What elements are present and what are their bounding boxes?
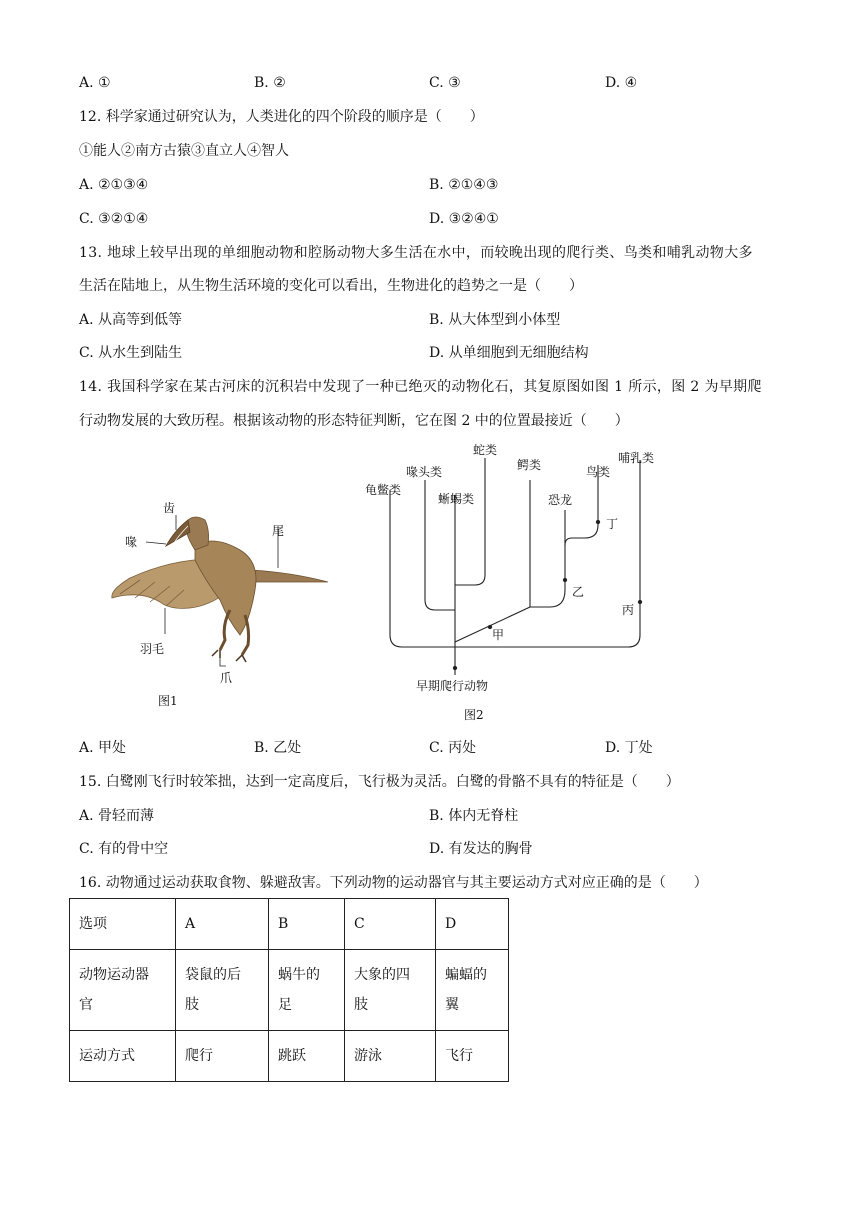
label-ding: 丁 <box>606 517 619 531</box>
q11-option-a: A. ① <box>79 75 111 91</box>
label-crocodile: 鳄类 <box>517 458 542 472</box>
label-lizard: 蜥蜴类 <box>438 492 475 506</box>
q12-option-b: B. ②①④③ <box>429 177 499 193</box>
table-cell: 游泳 <box>345 1031 436 1082</box>
table-row <box>70 1031 509 1082</box>
q11-option-c: C. ③ <box>429 75 461 91</box>
q13-option-d: D. 从单细胞到无细胞结构 <box>429 345 589 361</box>
label-snake: 蛇类 <box>473 443 498 457</box>
q15-option-c: C. 有的骨中空 <box>79 841 169 857</box>
label-feather: 羽毛 <box>140 642 165 656</box>
figure-2-caption: 图2 <box>464 708 484 722</box>
label-tuatara: 喙头类 <box>406 465 443 479</box>
reptile-evolution-tree <box>360 440 670 725</box>
q14-option-d: D. 丁处 <box>605 740 653 756</box>
q11-option-d: D. ④ <box>605 75 638 91</box>
q16-stem: 16. 动物通过运动获取食物、躲避敌害。下列动物的运动器官与其主要运动方式对应正确的是（ ） <box>79 875 708 891</box>
label-bird: 鸟类 <box>586 465 611 479</box>
table-cell: A <box>176 899 269 950</box>
label-mammal: 哺乳类 <box>618 451 655 465</box>
table-cell: 选项 <box>70 899 176 950</box>
table-cell: 大象的四 肢 <box>345 950 436 1031</box>
label-yi: 乙 <box>572 585 585 599</box>
figure-1-caption: 图1 <box>158 694 178 708</box>
table-cell: 爬行 <box>176 1031 269 1082</box>
figure-2 <box>360 440 670 725</box>
q15-stem: 15. 白鹭刚飞行时较笨拙，达到一定高度后，飞行极为灵活。白鹭的骨骼不具有的特征是（ ） <box>79 774 680 790</box>
q14-stem-line1: 14. 我国科学家在某古河床的沉积岩中发现了一种已绝灭的动物化石，其复原图如图 1 所示，图 2 为早期爬 <box>79 379 762 395</box>
table-cell: 跳跃 <box>269 1031 345 1082</box>
q12-stem: 12. 科学家通过研究认为，人类进化的四个阶段的顺序是（ ） <box>79 109 484 125</box>
label-beak: 喙 <box>125 535 138 549</box>
label-claw: 爪 <box>220 671 233 685</box>
q12-line2: ①能人②南方古猿③直立人④智人 <box>79 143 289 159</box>
table-cell: 动物运动器 官 <box>70 950 176 1031</box>
table-cell: 飞行 <box>436 1031 509 1082</box>
table-cell: 袋鼠的后 肢 <box>176 950 269 1031</box>
q12-option-d: D. ③②④① <box>429 211 499 227</box>
q15-option-a: A. 骨轻而薄 <box>79 808 155 824</box>
table-cell: C <box>345 899 436 950</box>
q13-stem-line1: 13. 地球上较早出现的单细胞动物和腔肠动物大多生活在水中，而较晚出现的爬行类、鸟类和哺乳动物大多 <box>79 245 753 261</box>
figure-1 <box>100 490 340 710</box>
table-cell: 运动方式 <box>70 1031 176 1082</box>
q15-option-b: B. 体内无脊柱 <box>429 808 519 824</box>
label-tooth: 齿 <box>163 501 176 515</box>
q16-table <box>69 898 509 1082</box>
q12-option-a: A. ②①③④ <box>79 177 149 193</box>
q14-option-a: A. 甲处 <box>79 740 127 756</box>
label-turtle: 龟鳖类 <box>365 483 402 497</box>
table-cell: 蝙蝠的 翼 <box>436 950 509 1031</box>
label-bing: 丙 <box>622 603 635 617</box>
q13-option-c: C. 从水生到陆生 <box>79 345 183 361</box>
label-dinosaur: 恐龙 <box>548 493 573 507</box>
label-tail: 尾 <box>272 524 285 538</box>
table-cell: 蜗牛的 足 <box>269 950 345 1031</box>
table-cell: D <box>436 899 509 950</box>
table-cell: B <box>269 899 345 950</box>
q11-option-b: B. ② <box>254 75 286 91</box>
q14-stem-line2: 行动物发展的大致历程。根据该动物的形态特征判断，它在图 2 中的位置最接近（ ） <box>79 413 629 429</box>
q13-option-a: A. 从高等到低等 <box>79 312 183 328</box>
label-jia: 甲 <box>492 628 505 642</box>
q13-stem-line2: 生活在陆地上，从生物生活环境的变化可以看出，生物进化的趋势之一是（ ） <box>79 278 583 294</box>
q15-option-d: D. 有发达的胸骨 <box>429 841 533 857</box>
label-root: 早期爬行动物 <box>416 679 489 693</box>
table-row <box>70 899 509 950</box>
table-row <box>70 950 509 1031</box>
q12-option-c: C. ③②①④ <box>79 211 149 227</box>
q14-option-c: C. 丙处 <box>429 740 477 756</box>
q13-option-b: B. 从大体型到小体型 <box>429 312 561 328</box>
q14-option-b: B. 乙处 <box>254 740 302 756</box>
